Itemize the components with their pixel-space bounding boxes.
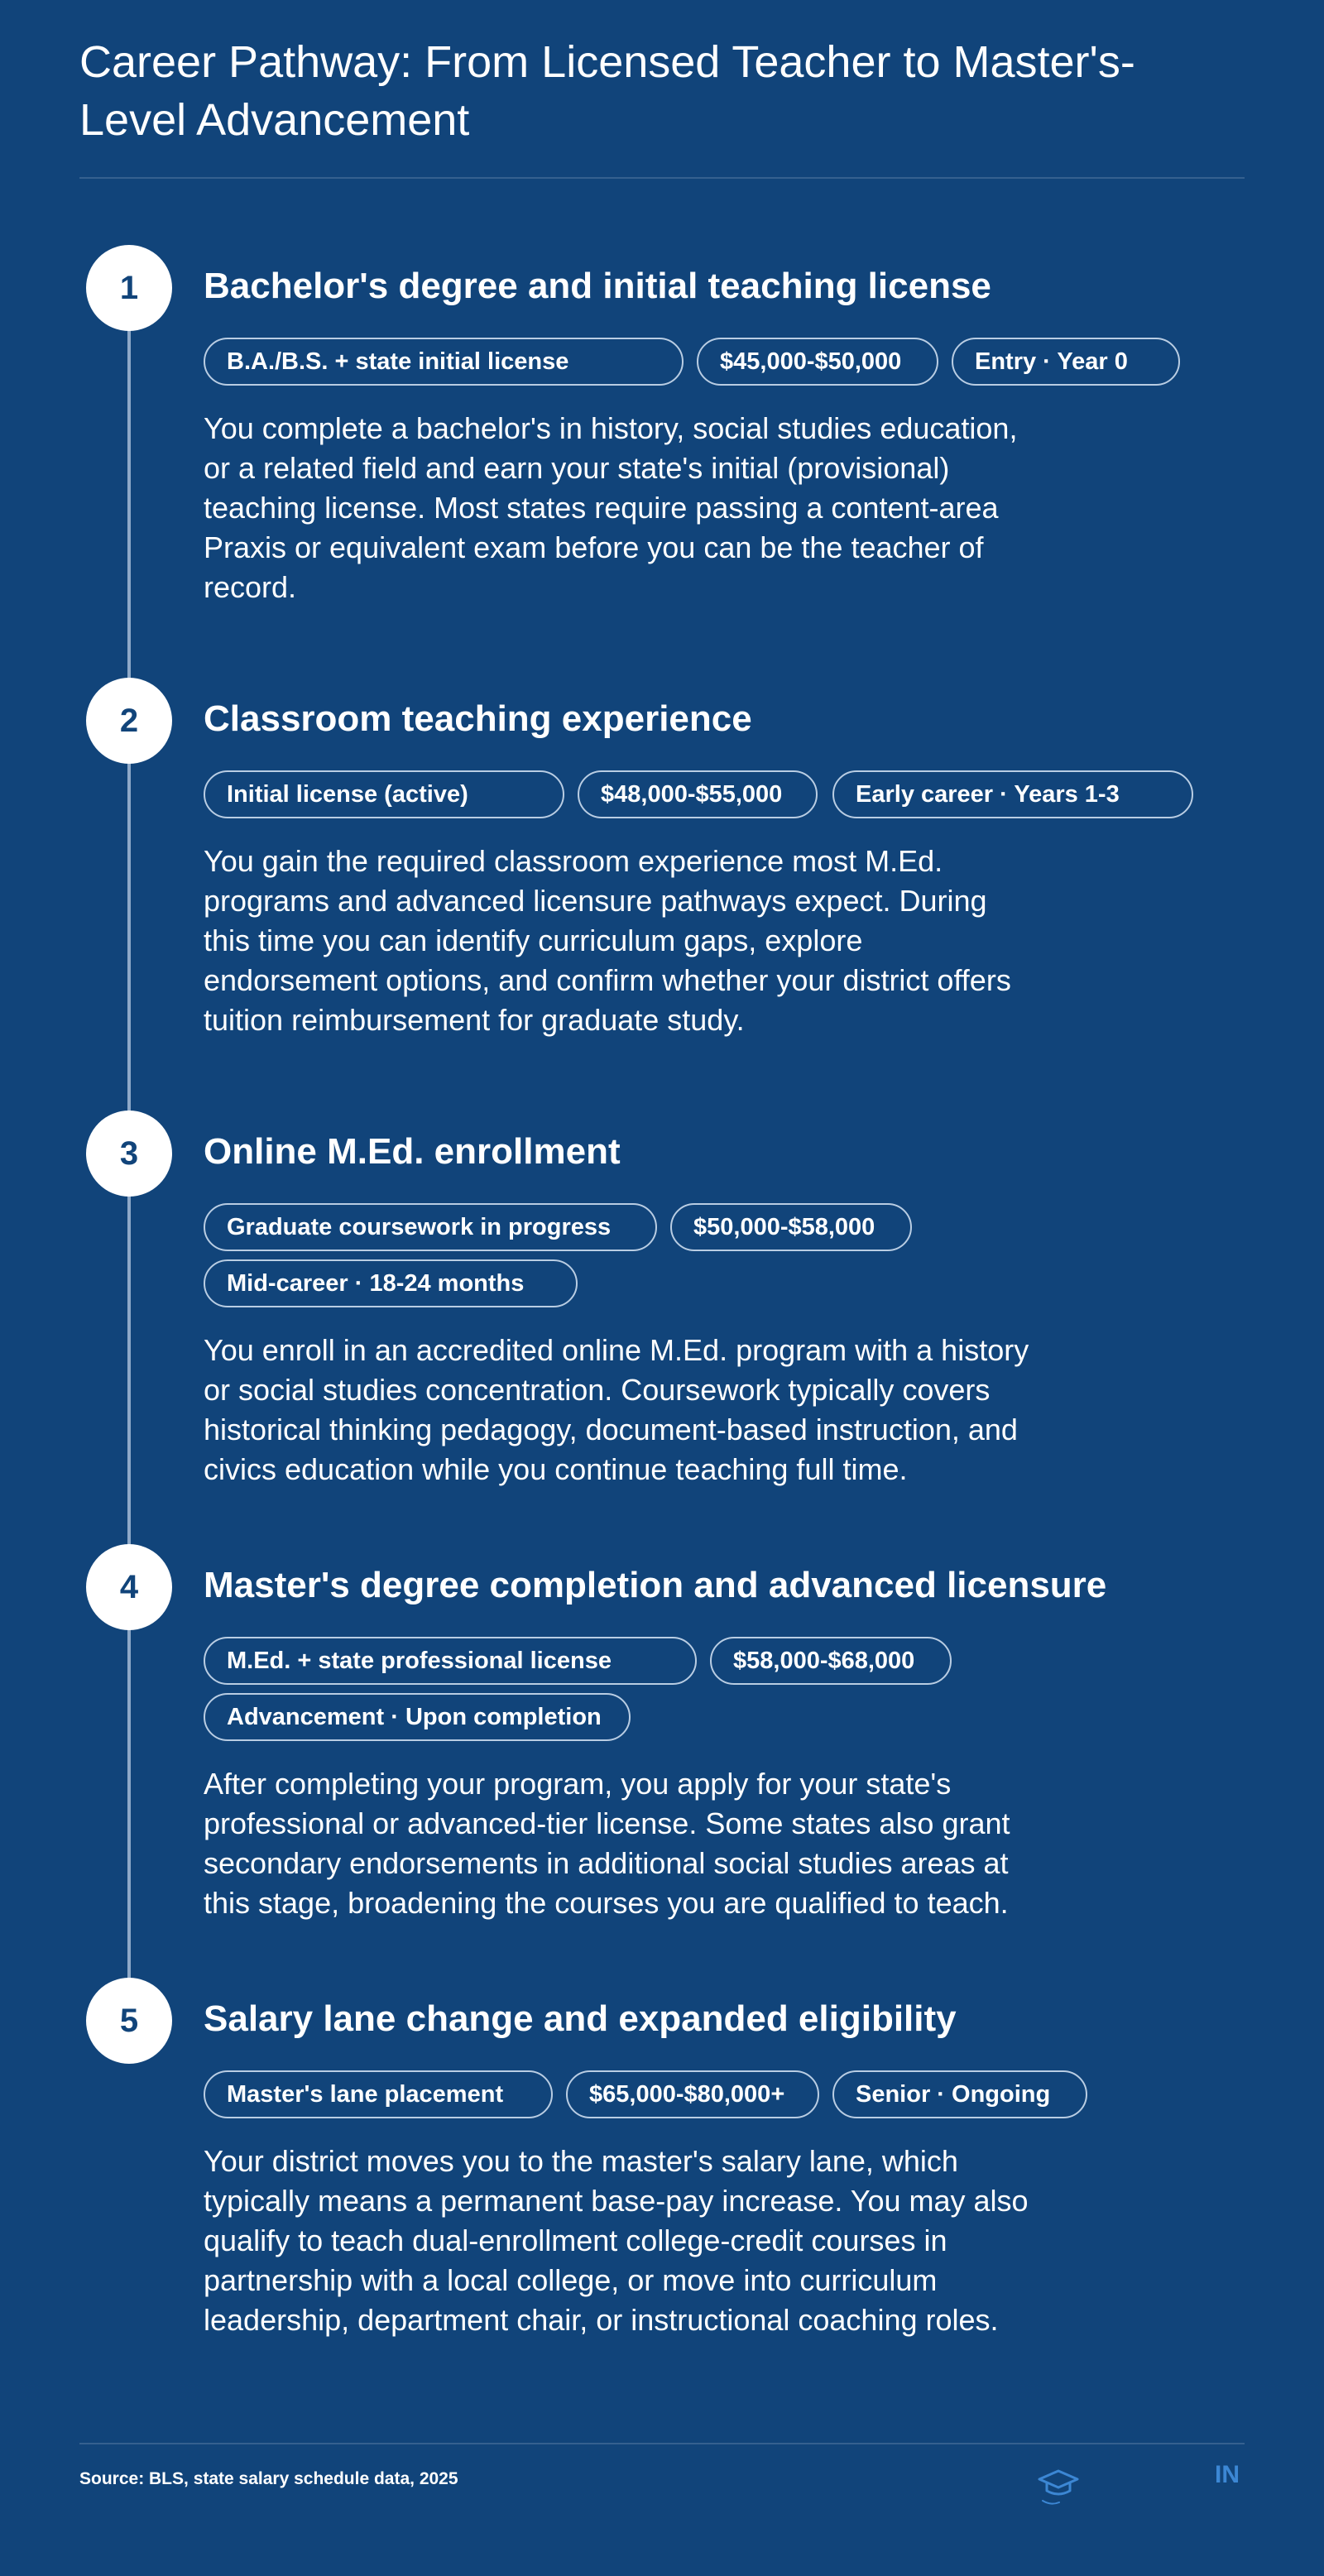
step-title: Master's degree completion and advanced licensure <box>204 1565 1107 1605</box>
stage-tag: Early career · Years 1-3 <box>832 770 1193 818</box>
salary-tag: $48,000-$55,000 <box>578 770 818 818</box>
credential-tag: Initial license (active) <box>204 770 564 818</box>
graduation-cap-icon <box>1036 2464 1081 2509</box>
salary-tag: $58,000-$68,000 <box>710 1637 952 1685</box>
stage-tag: Mid-career · 18-24 months <box>204 1259 578 1307</box>
stage-tag: Senior · Ongoing <box>832 2070 1087 2118</box>
step-description: You gain the required classroom experience most M.Ed. programs and advanced licensure pathways expect. During this time you can identify curriculum gaps, explore endorsement options, and confirm whether your district offers tuition reimbursement for graduate study. <box>204 844 1011 1037</box>
credential-tag: Master's lane placement <box>204 2070 553 2118</box>
stage-tag: Advancement · Upon completion <box>204 1693 631 1741</box>
step-number-badge: 2 <box>86 678 172 764</box>
credential-tag: Graduate coursework in progress <box>204 1203 657 1251</box>
stage-tag: Entry · Year 0 <box>952 338 1180 386</box>
header-divider <box>79 177 1245 179</box>
step-description: You complete a bachelor's in history, social studies education, or a related field and earn your state's initial (provisional) teaching license. Most states require passing a content-area Praxis or equivalent exam before you can be the teacher of record. <box>204 411 1018 604</box>
salary-tag: $45,000-$50,000 <box>697 338 938 386</box>
step-number-badge: 5 <box>86 1978 172 2064</box>
step-title: Salary lane change and expanded eligibility <box>204 1998 957 2039</box>
salary-tag: $65,000-$80,000+ <box>566 2070 819 2118</box>
step-title: Classroom teaching experience <box>204 698 752 739</box>
brand-logo: IN <box>1215 2461 1240 2488</box>
step-number-badge: 1 <box>86 245 172 331</box>
credential-tag: B.A./B.S. + state initial license <box>204 338 684 386</box>
step-number-badge: 3 <box>86 1111 172 1197</box>
page-title: Career Pathway: From Licensed Teacher to Master's-Level Advancement <box>79 37 1135 145</box>
step-number-badge: 4 <box>86 1544 172 1630</box>
step-title: Bachelor's degree and initial teaching license <box>204 266 991 306</box>
source-note: Source: BLS, state salary schedule data, 2025 <box>79 2469 458 2488</box>
step-description: After completing your program, you apply for your state's professional or advanced-tier license. Some states also grant secondary endorsements in additional social studies areas at this stage, broadening the courses you are qualified to teach. <box>204 1767 1010 1920</box>
credential-tag: M.Ed. + state professional license <box>204 1637 697 1685</box>
step-title: Online M.Ed. enrollment <box>204 1131 621 1172</box>
step-description: Your district moves you to the master's salary lane, which typically means a permanent base-pay increase. You may also qualify to teach dual-enrollment college-credit courses in partnership with a local college, or move into curriculum leadership, department chair, or instructional coaching roles. <box>204 2144 1029 2337</box>
footer-divider <box>79 2443 1245 2444</box>
salary-tag: $50,000-$58,000 <box>670 1203 912 1251</box>
step-description: You enroll in an accredited online M.Ed. program with a history or social studies concentration. Coursework typically covers historical thinking pedagogy, document-based instruction, and civics education while you continue teaching full time. <box>204 1333 1029 1486</box>
